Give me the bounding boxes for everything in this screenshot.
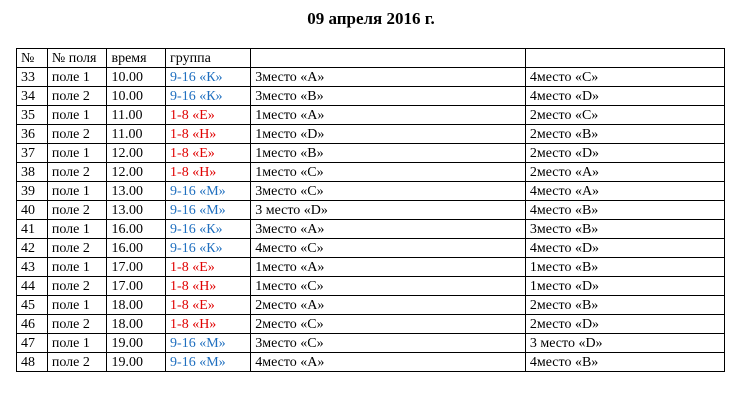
cell-team1: 1место «А»: [251, 106, 526, 125]
header-group: группа: [166, 49, 251, 68]
schedule-table: [16, 48, 725, 372]
cell-number: 45: [17, 296, 48, 315]
table-row: [17, 334, 725, 353]
cell-team2: 4место «С»: [525, 68, 724, 87]
cell-field: поле 1: [47, 144, 107, 163]
cell-field: поле 2: [47, 125, 107, 144]
cell-field: поле 2: [47, 201, 107, 220]
cell-team1: 1место «В»: [251, 144, 526, 163]
cell-team2: 1место «В»: [525, 258, 724, 277]
cell-number: 40: [17, 201, 48, 220]
cell-group: 9-16 «М»: [166, 201, 251, 220]
cell-field: поле 1: [47, 106, 107, 125]
cell-team1: 3место «А»: [251, 220, 526, 239]
cell-number: 37: [17, 144, 48, 163]
cell-number: 41: [17, 220, 48, 239]
cell-time: 18.00: [107, 315, 166, 334]
table-row: [17, 239, 725, 258]
cell-team1: 3место «С»: [251, 334, 526, 353]
cell-team1: 3 место «D»: [251, 201, 526, 220]
cell-field: поле 1: [47, 258, 107, 277]
cell-team2: 2место «С»: [525, 106, 724, 125]
cell-team2: 4место «D»: [525, 87, 724, 106]
cell-team2: 2место «А»: [525, 163, 724, 182]
table-row: [17, 220, 725, 239]
cell-group: 9-16 «К»: [166, 220, 251, 239]
cell-time: 12.00: [107, 144, 166, 163]
cell-team1: 4место «А»: [251, 353, 526, 372]
table-row: [17, 277, 725, 296]
table-row: [17, 106, 725, 125]
cell-time: 11.00: [107, 106, 166, 125]
table-body: [17, 68, 725, 372]
cell-field: поле 1: [47, 68, 107, 87]
header-time: время: [107, 49, 166, 68]
header-field: № поля: [47, 49, 107, 68]
cell-time: 11.00: [107, 125, 166, 144]
cell-number: 35: [17, 106, 48, 125]
table-row: [17, 315, 725, 334]
table-row: [17, 144, 725, 163]
table-row: [17, 296, 725, 315]
cell-group: 9-16 «М»: [166, 334, 251, 353]
cell-number: 42: [17, 239, 48, 258]
cell-group: 1-8 «Е»: [166, 144, 251, 163]
cell-time: 13.00: [107, 201, 166, 220]
cell-number: 48: [17, 353, 48, 372]
cell-group: 1-8 «Н»: [166, 125, 251, 144]
cell-team2: 2место «D»: [525, 144, 724, 163]
cell-number: 38: [17, 163, 48, 182]
cell-group: 9-16 «М»: [166, 353, 251, 372]
cell-time: 13.00: [107, 182, 166, 201]
cell-number: 44: [17, 277, 48, 296]
table-row: [17, 182, 725, 201]
cell-team2: 2место «В»: [525, 125, 724, 144]
table-header-row: [17, 49, 725, 68]
cell-number: 39: [17, 182, 48, 201]
cell-number: 34: [17, 87, 48, 106]
cell-field: поле 2: [47, 163, 107, 182]
cell-number: 47: [17, 334, 48, 353]
cell-group: 1-8 «Н»: [166, 277, 251, 296]
cell-time: 12.00: [107, 163, 166, 182]
cell-team1: 3место «С»: [251, 182, 526, 201]
cell-field: поле 1: [47, 334, 107, 353]
cell-team1: 1место «А»: [251, 258, 526, 277]
header-team1: [251, 49, 526, 68]
cell-field: поле 2: [47, 315, 107, 334]
cell-team1: 1место «С»: [251, 163, 526, 182]
cell-team2: 3 место «D»: [525, 334, 724, 353]
table-row: [17, 163, 725, 182]
cell-group: 1-8 «Н»: [166, 163, 251, 182]
cell-team1: 1место «D»: [251, 125, 526, 144]
cell-field: поле 2: [47, 353, 107, 372]
cell-time: 16.00: [107, 239, 166, 258]
cell-time: 17.00: [107, 277, 166, 296]
cell-team2: 3место «В»: [525, 220, 724, 239]
table-row: [17, 87, 725, 106]
cell-number: 43: [17, 258, 48, 277]
cell-time: 16.00: [107, 220, 166, 239]
cell-field: поле 2: [47, 87, 107, 106]
cell-team2: 4место «В»: [525, 353, 724, 372]
table-row: [17, 258, 725, 277]
cell-team1: 2место «С»: [251, 315, 526, 334]
cell-team2: 4место «D»: [525, 239, 724, 258]
cell-group: 9-16 «К»: [166, 239, 251, 258]
cell-group: 1-8 «Е»: [166, 296, 251, 315]
cell-field: поле 1: [47, 296, 107, 315]
cell-number: 33: [17, 68, 48, 87]
cell-number: 36: [17, 125, 48, 144]
cell-team2: 2место «D»: [525, 315, 724, 334]
table-row: [17, 201, 725, 220]
cell-team1: 3место «А»: [251, 68, 526, 87]
cell-team2: 4место «В»: [525, 201, 724, 220]
cell-group: 9-16 «М»: [166, 182, 251, 201]
cell-team2: 1место «D»: [525, 277, 724, 296]
cell-team1: 2место «А»: [251, 296, 526, 315]
cell-time: 19.00: [107, 353, 166, 372]
header-number: №: [17, 49, 48, 68]
cell-group: 1-8 «Е»: [166, 258, 251, 277]
cell-group: 9-16 «К»: [166, 87, 251, 106]
cell-time: 10.00: [107, 87, 166, 106]
table-row: [17, 125, 725, 144]
cell-team1: 4место «С»: [251, 239, 526, 258]
cell-team1: 1место «С»: [251, 277, 526, 296]
cell-team1: 3место «В»: [251, 87, 526, 106]
cell-field: поле 2: [47, 239, 107, 258]
cell-time: 17.00: [107, 258, 166, 277]
cell-number: 46: [17, 315, 48, 334]
cell-time: 18.00: [107, 296, 166, 315]
cell-group: 1-8 «Н»: [166, 315, 251, 334]
cell-field: поле 1: [47, 182, 107, 201]
header-team2: [525, 49, 724, 68]
cell-time: 19.00: [107, 334, 166, 353]
cell-time: 10.00: [107, 68, 166, 87]
page-title: 09 апреля 2016 г.: [307, 9, 435, 28]
table-row: [17, 68, 725, 87]
cell-group: 1-8 «Е»: [166, 106, 251, 125]
cell-field: поле 1: [47, 220, 107, 239]
cell-team2: 2место «В»: [525, 296, 724, 315]
cell-team2: 4место «А»: [525, 182, 724, 201]
table-row: [17, 353, 725, 372]
cell-group: 9-16 «К»: [166, 68, 251, 87]
cell-field: поле 2: [47, 277, 107, 296]
